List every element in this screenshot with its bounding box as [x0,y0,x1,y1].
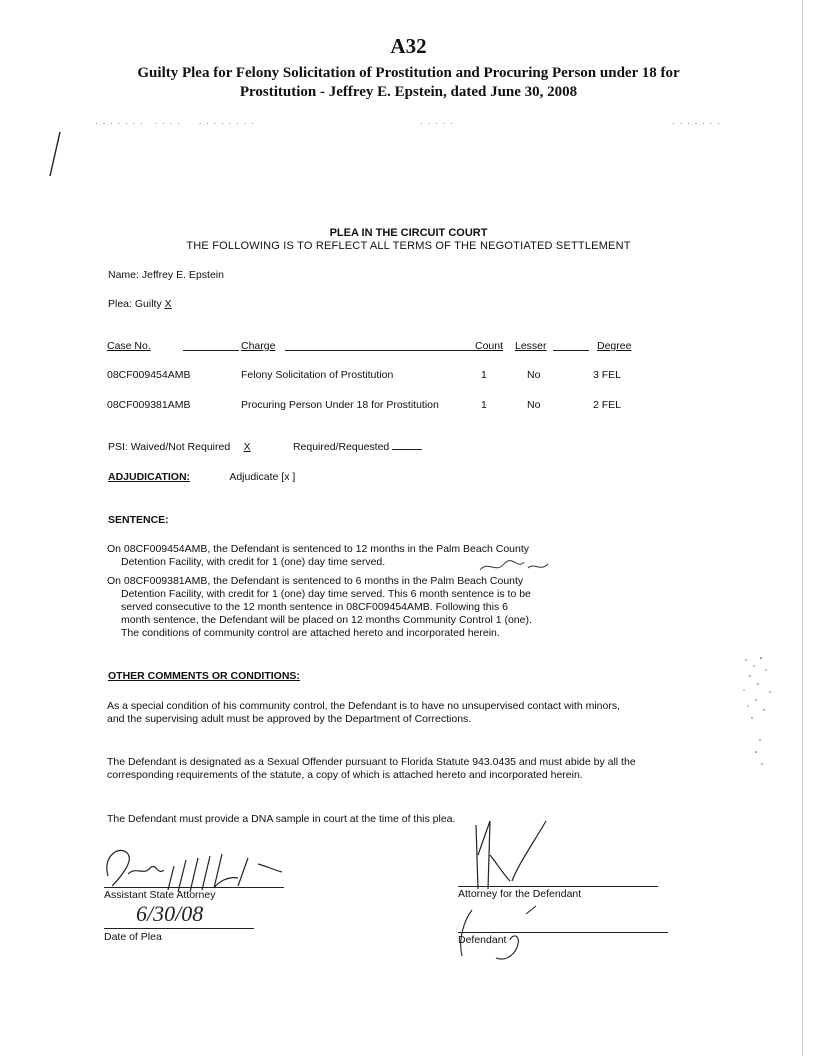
sentence-para2-line1: On 08CF009381AMB, the Defendant is sentenced to 6 months in the Palm Beach County [107,575,524,587]
table-row [107,369,647,383]
attorney-label: Attorney for the Defendant [458,888,582,900]
adjudication-row [108,471,295,484]
row-lesser: No [527,369,541,381]
scan-noise [726,640,786,790]
row-lesser: No [527,399,541,411]
sentence-para2-line2: Detention Facility, with credit for 1 (one) day time served. This 6 month sentence is to be [121,588,531,600]
form-heading: PLEA IN THE CIRCUIT COURT [329,227,488,239]
row-charge: Felony Solicitation of Prostitution [241,369,394,381]
handwritten-initials [478,556,558,576]
header-rule-1 [183,350,239,351]
sentence-paragraph-1 [107,543,647,569]
plea-value: X [164,298,172,310]
document-title [40,64,777,102]
sentence-para2-line5: The conditions of community control are attached hereto and incorporated herein. [121,627,500,639]
asa-label: Assistant State Attorney [104,889,216,901]
exhibit-label: A32 [390,34,427,58]
header-charge: Charge [241,340,276,352]
psi-row [108,441,422,454]
psi-waived-mark: X [243,441,251,453]
row-degree: 3 FEL [593,369,622,381]
fax-header-smudge-mid: · · · · · [420,118,454,128]
document-title-line-2: Prostitution - Jeffrey E. Epstein, dated June 30, 2008 [239,84,578,100]
sentence-para1-line1: On 08CF009454AMB, the Defendant is sentenced to 12 months in the Palm Beach County [107,543,530,555]
header-rule-3 [553,350,589,351]
name-value: Jeffrey E. Epstein [141,269,224,281]
form-subheading: THE FOLLOWING IS TO REFLECT ALL TERMS OF THE NEGOTIATED SETTLEMENT [186,240,631,252]
row-count: 1 [481,369,487,381]
table-row [107,399,647,413]
sentence-para1-line2: Detention Facility, with credit for 1 (one) day time served. [121,556,386,568]
name-label: Name: [108,269,139,281]
header-count: Count [475,340,504,352]
header-rule-2 [285,350,475,351]
sentence-paragraph-2 [107,575,647,640]
adjudication-value: Adjudicate [x ] [229,471,296,483]
plea-row [108,298,172,311]
row-case-no: 08CF009454AMB [107,369,191,381]
header-degree: Degree [597,340,632,352]
date-of-plea-label: Date of Plea [104,931,162,943]
header-case-no: Case No. [107,340,151,352]
header-lesser: Lesser [515,340,547,352]
defendant-signature-line [458,932,668,933]
defendant-label: Defendant [458,934,507,946]
conditions-paragraph-3: The Defendant must provide a DNA sample in court at the time of this plea. [107,813,456,825]
conditions-paragraph-2: The Defendant is designated as a Sexual Offender pursuant to Florida Statute 943.0435 and must abide by all the corresponding requirements of the statute, a copy of which is attached hereto and incorporated herein. [107,756,636,781]
row-degree: 2 FEL [593,399,622,411]
other-conditions-heading: OTHER COMMENTS OR CONDITIONS: [108,670,300,682]
conditions-paragraph-1: As a special condition of his community control, the Defendant is to have no unsupervised contact with minors, and the supervising adult must be approved by the Department of Corrections. [107,700,621,725]
fax-header-smudge-left: · · · · · · · · · · · · · · · · · · · [95,118,255,128]
sentence-para2-line3: served consecutive to the 12 month sentence in 08CF009454AMB. Following this 6 [121,601,508,613]
psi-label: PSI: Waived/Not Required [108,441,231,453]
fax-header-smudge-right: · · · · · · · [672,118,721,128]
plea-label: Plea: Guilty [108,298,162,310]
name-row [108,269,224,282]
attorney-signature-line [458,886,658,887]
margin-mark [46,130,66,180]
attorney-signature [458,815,558,895]
psi-required-blank [392,449,422,450]
sentence-heading: SENTENCE: [108,514,169,526]
row-case-no: 08CF009381AMB [107,399,191,411]
document-title-line-1: Guilty Plea for Felony Solicitation of Prostitution and Procuring Person under 18 for [137,65,680,81]
asa-signature-line [104,887,284,888]
adjudication-label: ADJUDICATION: [108,471,191,483]
row-charge: Procuring Person Under 18 for Prostitution [241,399,439,411]
plea-date-handwritten: 6/30/08 [136,901,204,926]
psi-required-label: Required/Requested [292,441,390,453]
scan-edge-line [802,0,803,1056]
charges-table-header [107,340,647,354]
row-count: 1 [481,399,487,411]
date-of-plea-line [104,928,254,929]
sentence-para2-line4: month sentence, the Defendant will be placed on 12 months Community Control 1 (one). [121,614,532,626]
